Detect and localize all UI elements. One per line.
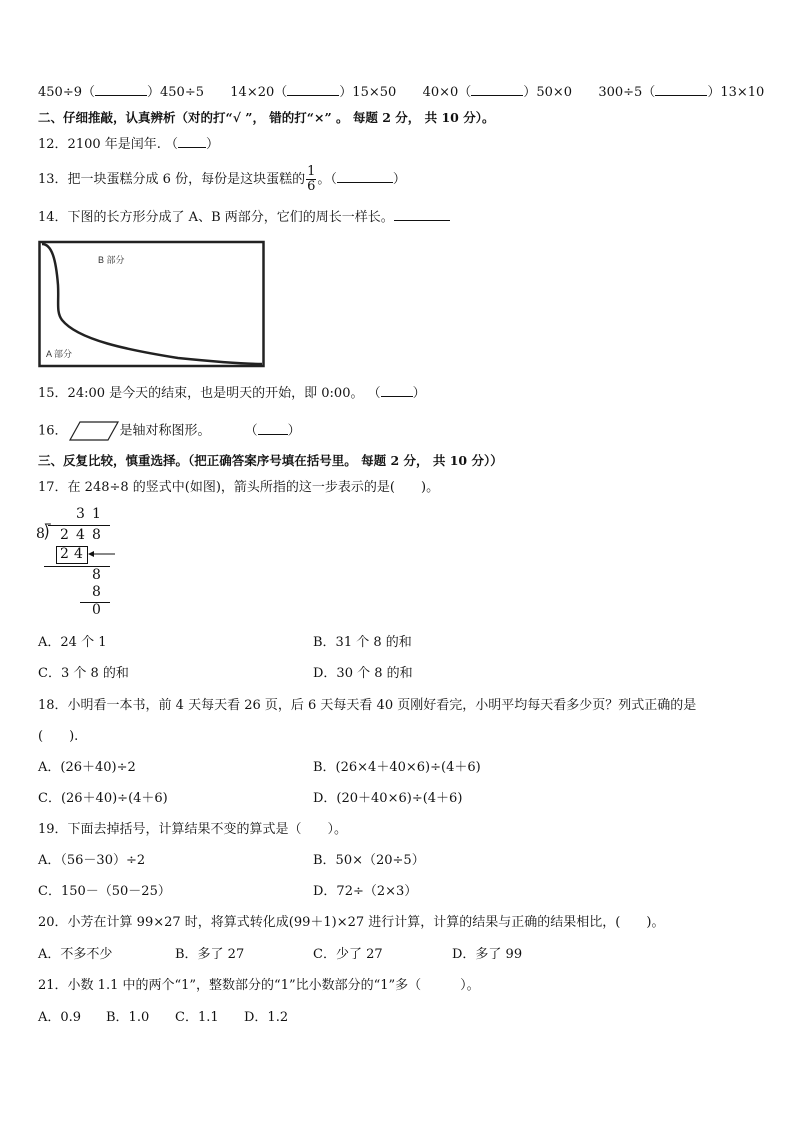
q21-option-a[interactable]: A．0.9 [38,1010,82,1025]
compare-blank-1[interactable] [95,83,147,96]
quotient-digit-2: 1 [92,506,101,522]
q13-answer-blank[interactable] [337,170,393,183]
q12-text: 12．2100 年是闰年. （ [38,137,179,152]
q15-close: ） [412,386,426,401]
q20-option-c[interactable]: C．少了 27 [313,947,383,962]
q16-answer-blank[interactable] [258,422,288,435]
step2-digit: 8 [92,567,101,583]
compare-right-2: 15×50 [352,85,397,100]
question-18: 18．小明看一本书，前 4 天每天看 26 页，后 6 天每天看 40 页刚好看完，小明平均每天看多少页？列式正确的是 [38,698,697,713]
label-b-part: B 部分 [98,255,125,265]
compare-left-2: 14×20 [230,85,275,100]
division-bracket: ⟌ [44,524,51,544]
question-13 [38,160,406,200]
q14-text: 14．下图的长方形分成了 A、B 两部分，它们的周长一样长。 [38,210,394,225]
compare-left-3: 40×0 [422,85,459,100]
question-20: 20．小芳在计算 99×27 时，将算式转化成(99＋1)×27 进行计算，计算的结果与正确的结果相比，( )。 [38,915,665,930]
dividing-curve [42,244,262,364]
rectangle-outline [40,242,264,366]
q16-close: ） [287,423,301,439]
divisor: 8 [36,526,45,542]
q17-long-division [34,504,134,624]
q17-option-a[interactable]: A．24 个 1 [38,635,107,650]
dividend-digit-3: 8 [92,527,101,543]
q19-option-c[interactable]: C．150－（50－25） [38,884,171,899]
q16-text: 是轴对称图形。 [119,423,211,439]
question-14 [38,208,450,227]
q20-option-b[interactable]: B．多了 27 [175,947,245,962]
q20-option-a[interactable]: A．不多不少 [38,947,113,962]
parallelogram-icon [68,420,120,442]
question-18-cont: ( ). [38,729,79,744]
compare-left-1: 450÷9 [38,85,82,100]
q12-answer-blank[interactable] [178,135,206,148]
question-15 [38,384,426,403]
remainder-digit: 0 [92,602,101,618]
label-a-part: A 部分 [46,349,73,359]
q21-option-d[interactable]: D．1.2 [244,1010,289,1025]
q21-option-c[interactable]: C．1.1 [175,1010,219,1025]
section2-heading: 二、仔细推敲，认真辨析（对的打“√ ”， 错的打“×” 。 每题 2 分， 共 10 分）。 [38,110,495,125]
question-21: 21．小数 1.1 中的两个“1”，整数部分的“1”比小数部分的“1”多（ ）。 [38,978,480,993]
step3-digit: 8 [92,584,101,600]
arrow-icon [88,548,116,560]
q17-option-b[interactable]: B．31 个 8 的和 [313,635,412,650]
quotient-digit-1: 3 [76,506,85,522]
q14-rectangle-figure [38,240,268,370]
section3-heading: 三、反复比较，慎重选择。（把正确答案序号填在括号里。 每题 2 分， 共 10 分）） [38,453,503,468]
q15-answer-blank[interactable] [381,384,413,397]
question-19: 19．下面去掉括号，计算结果不变的算式是（ ）。 [38,822,348,837]
compare-left-4: 300÷5 [598,85,643,100]
q13-frac-num: 1 [307,164,316,179]
compare-right-3: 50×0 [536,85,573,100]
q16-paren-open: （ [244,423,258,439]
q15-text: 15．24:00 是今天的结束，也是明天的开始，即 0:00。 （ [38,386,381,401]
q17-option-d[interactable]: D．30 个 8 的和 [313,666,413,681]
q13-text-a: 13．把一块蛋糕分成 6 份，每份是这块蛋糕的 [38,172,306,187]
q18-option-d[interactable]: D．(20＋40×6)÷(4＋6) [313,791,463,806]
q19-option-d[interactable]: D．72÷（2×3） [313,884,418,899]
q13-fraction [306,165,316,194]
division-bar [48,525,110,526]
compare-right-4: 13×10 [720,85,765,100]
step1-digit-2: 4 [74,546,83,562]
dividend-digit-2: 4 [76,527,85,543]
q13-frac-den: 6 [307,179,316,194]
question-17: 17．在 248÷8 的竖式中(如图)，箭头所指的这一步表示的是( )。 [38,480,440,495]
question-12 [38,135,219,154]
q16-prefix: 16． [38,423,68,439]
q12-close: ） [206,137,220,152]
compare-blank-4[interactable] [655,83,707,96]
question-16 [38,420,301,442]
q19-option-b[interactable]: B．50×（20÷5） [313,853,425,868]
q13-text-b: 。（ [317,172,337,187]
step1-digit-1: 2 [60,546,69,562]
q17-option-c[interactable]: C．3 个 8 的和 [38,666,129,681]
compare-row: 450÷9（ ）450÷5 14×20（ ）15×50 40×0（ ）50×0 300÷5（ ）13×10 [38,85,765,100]
q20-option-d[interactable]: D．多了 99 [452,947,523,962]
q14-answer-blank[interactable] [394,208,450,221]
q18-option-b[interactable]: B．(26×4＋40×6)÷(4＋6) [313,760,481,775]
dividend-digit-1: 2 [60,527,69,543]
compare-right-1: 450÷5 [160,85,204,100]
compare-blank-3[interactable] [471,83,523,96]
q19-option-a[interactable]: A．（56－30）÷2 [38,853,146,868]
q18-option-c[interactable]: C．(26＋40)÷(4＋6) [38,791,168,806]
compare-blank-2[interactable] [287,83,339,96]
q21-option-b[interactable]: B．1.0 [106,1010,150,1025]
q18-option-a[interactable]: A．(26＋40)÷2 [38,760,136,775]
q13-close: ） [392,172,406,187]
